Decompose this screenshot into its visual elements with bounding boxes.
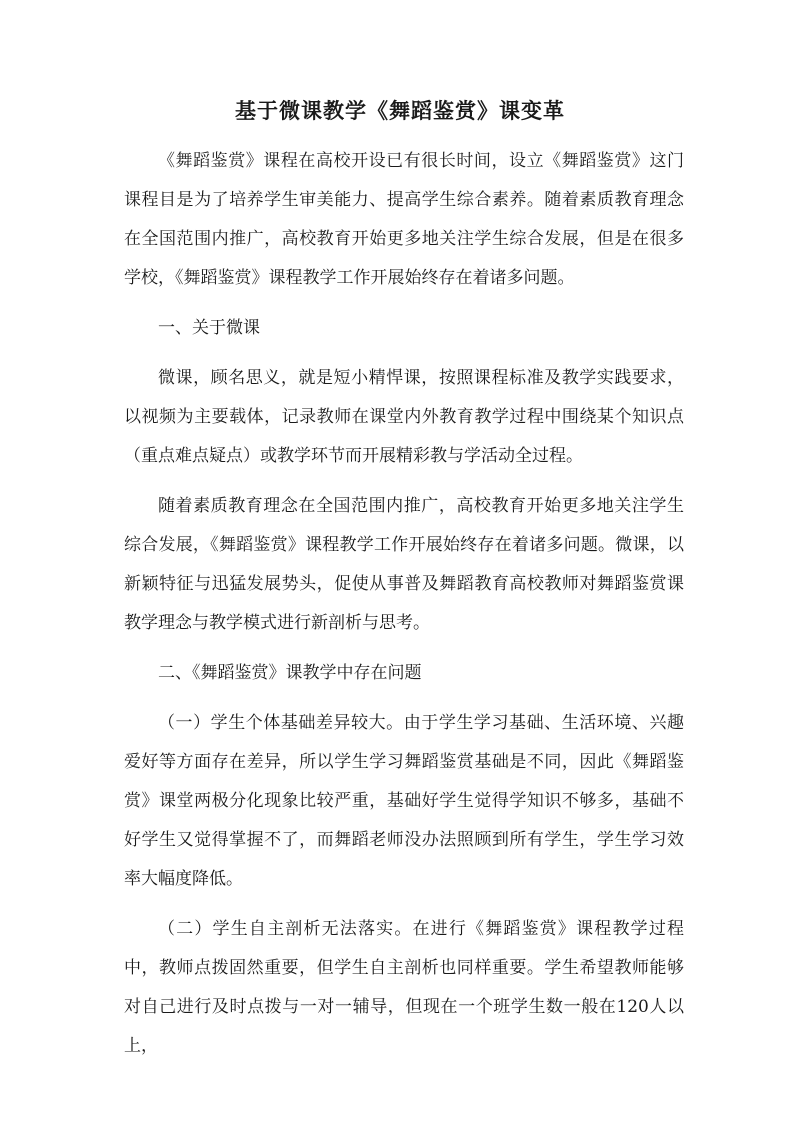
intro-paragraph: 《舞蹈鉴赏》课程在高校开设已有很长时间，设立《舞蹈鉴赏》这门课程目是为了培养学生审美能力、提高学生综合素养。随着素质教育理念在全国范围内推广，高校教育开始更多地关注学生综合发展，但是在很多学校，《舞蹈鉴赏》课程教学工作开展始终存在着诸多问题。	[124, 151, 684, 288]
document-body	[124, 142, 684, 1077]
microlecture-definition-paragraph: 微课，顾名思义，就是短小精悍课，按照课程标准及教学实践要求，以视频为主要载体，记录教师在课堂内外教育教学过程中围绕某个知识点（重点难点疑点）或教学环节而开展精彩教与学活动全过程。	[124, 368, 684, 466]
section-heading-about-microlecture: 一、关于微课	[158, 318, 260, 338]
section-heading-problems: 二、《舞蹈鉴赏》课教学中存在问题	[158, 663, 422, 683]
document-title: 基于微课教学《舞蹈鉴赏》课变革	[235, 98, 565, 123]
microlecture-context-paragraph: 随着素质教育理念在全国范围内推广，高校教育开始更多地关注学生综合发展，《舞蹈鉴赏》课程教学工作开展始终存在着诸多问题。微课，以新颖特征与迅猛发展势头，促使从事普及舞蹈教育高校教师对舞蹈鉴赏课教学理念与教学模式进行新剖析与思考。	[124, 496, 684, 633]
problem-2-paragraph: （二）学生自主剖析无法落实。在进行《舞蹈鉴赏》课程教学过程中，教师点拨固然重要，但学生自主剖析也同样重要。学生希望教师能够对自己进行及时点拨与一对一辅导，但现在一个班学生数一般在120人以上，	[124, 919, 684, 1056]
problem-1-paragraph: （一）学生个体基础差异较大。由于学生学习基础、生活环境、兴趣爱好等方面存在差异，所以学生学习舞蹈鉴赏基础是不同，因此《舞蹈鉴赏》课堂两极分化现象比较严重，基础好学生觉得学知识不够多，基础不好学生又觉得掌握不了，而舞蹈老师没办法照顾到所有学生，学生学习效率大幅度降低。	[124, 713, 684, 889]
